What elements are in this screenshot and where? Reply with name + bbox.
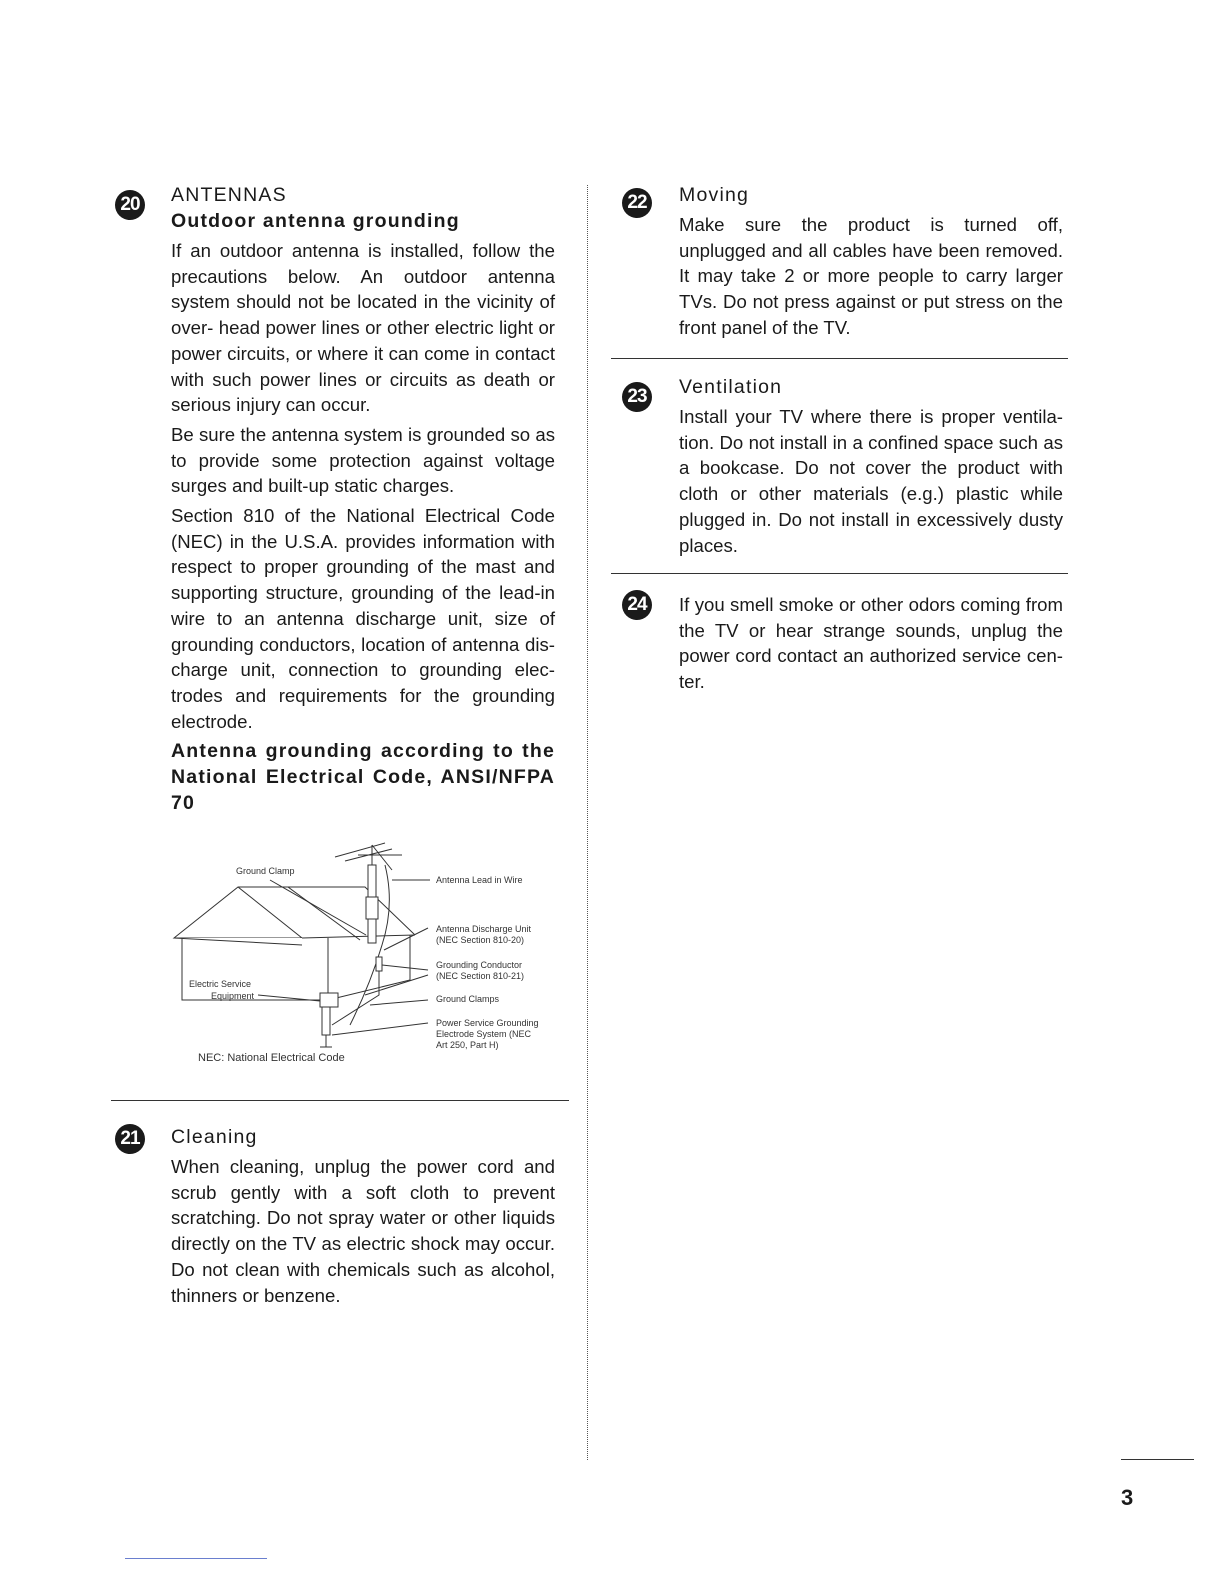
section-divider-22-23 — [611, 358, 1068, 359]
outdoor-antenna-grounding-subtitle: Outdoor antenna grounding — [171, 210, 460, 232]
label-electric-service-1: Electric Service — [189, 979, 252, 989]
label-power-service-1: Power Service Grounding — [436, 1018, 539, 1028]
nec-note: NEC: National Electrical Code — [198, 1052, 345, 1064]
section-23-badge: 23 — [622, 382, 652, 412]
cleaning-paragraph: When cleaning, unplug the power cord and scrub gently with a soft cloth to prevent scratching. Do not spray water or other liquids directly on the TV as electric shock may occur. Do not clean with chemicals such as alcohol, thinners or benzene. — [171, 1156, 555, 1306]
label-antenna-lead: Antenna Lead in Wire — [436, 875, 523, 885]
ventilation-paragraph: Install your TV where there is proper ventila- tion. Do not install in a confined space such as a bookcase. Do not cover the product with cloth or other materials (e.g.) plastic while plugged in. Do not install in excessively dusty places. — [679, 406, 1063, 556]
antennas-paragraph-3: Section 810 of the National Electrical Code (NEC) in the U.S.A. provides information with respect to proper grounding of the mast and supporting structure, grounding of the lead-in wire to an antenna discharge unit, size of grounding conductors, location of antenna dis- charge unit, connection to grounding elec- trodes and requirements for the grounding electrode. — [171, 505, 555, 732]
section-24-badge: 24 — [622, 590, 652, 620]
label-power-service-3: Art 250, Part H) — [436, 1040, 499, 1050]
antennas-paragraph-1: If an outdoor antenna is installed, follow the precautions below. An outdoor antenna system should not be located in the vicinity of over- head power lines or other electric light or power circuits, or where it can come in contact with such power lines or circuits as death or serious injury can occur. — [171, 240, 555, 416]
moving-title: Moving — [679, 184, 750, 206]
label-grounding-conductor-2: (NEC Section 810-21) — [436, 971, 525, 981]
section-21-badge: 21 — [115, 1124, 145, 1154]
section-antennas — [171, 182, 555, 816]
label-discharge-unit-1: Antenna Discharge Unit — [436, 924, 532, 934]
ventilation-title: Ventilation — [679, 376, 783, 398]
label-grounding-conductor-1: Grounding Conductor — [436, 960, 523, 970]
page-number-rule — [1121, 1459, 1194, 1460]
section-divider-20-21 — [111, 1100, 569, 1101]
section-ventilation — [679, 374, 1063, 562]
section-22-badge: 22 — [622, 188, 652, 218]
nec-grounding-subtitle: Antenna grounding according to the National Electrical Code, ANSI/NFPA 70 — [171, 740, 555, 815]
section-smoke — [679, 592, 1063, 699]
label-ground-clamp: Ground Clamp — [236, 866, 295, 876]
section-moving — [679, 182, 1063, 345]
footer-link-underline — [125, 1558, 267, 1559]
section-divider-23-24 — [611, 573, 1068, 574]
section-20-badge: 20 — [115, 190, 145, 220]
column-divider — [587, 185, 588, 1460]
page-number: 3 — [1121, 1485, 1134, 1510]
label-discharge-unit-2: (NEC Section 810-20) — [436, 935, 525, 945]
antennas-title: ANTENNAS — [171, 184, 287, 206]
label-ground-clamps: Ground Clamps — [436, 994, 500, 1004]
section-cleaning — [171, 1124, 555, 1312]
label-power-service-2: Electrode System (NEC — [436, 1029, 532, 1039]
antennas-paragraph-2: Be sure the antenna system is grounded so as to provide some protection against voltage surges and built-up static charges. — [171, 423, 555, 497]
cleaning-title: Cleaning — [171, 1126, 258, 1148]
antenna-grounding-diagram — [170, 835, 570, 1060]
label-electric-service-2: Equipment — [211, 991, 255, 1001]
smoke-paragraph: If you smell smoke or other odors coming from the TV or hear strange sounds, unplug the power cord contact an authorized service cen- ter. — [679, 594, 1063, 693]
moving-paragraph: Make sure the product is turned off, unplugged and all cables have been removed. It may take 2 or more people to carry larger TVs. Do not press against or put stress on the front panel of the TV. — [679, 214, 1063, 338]
